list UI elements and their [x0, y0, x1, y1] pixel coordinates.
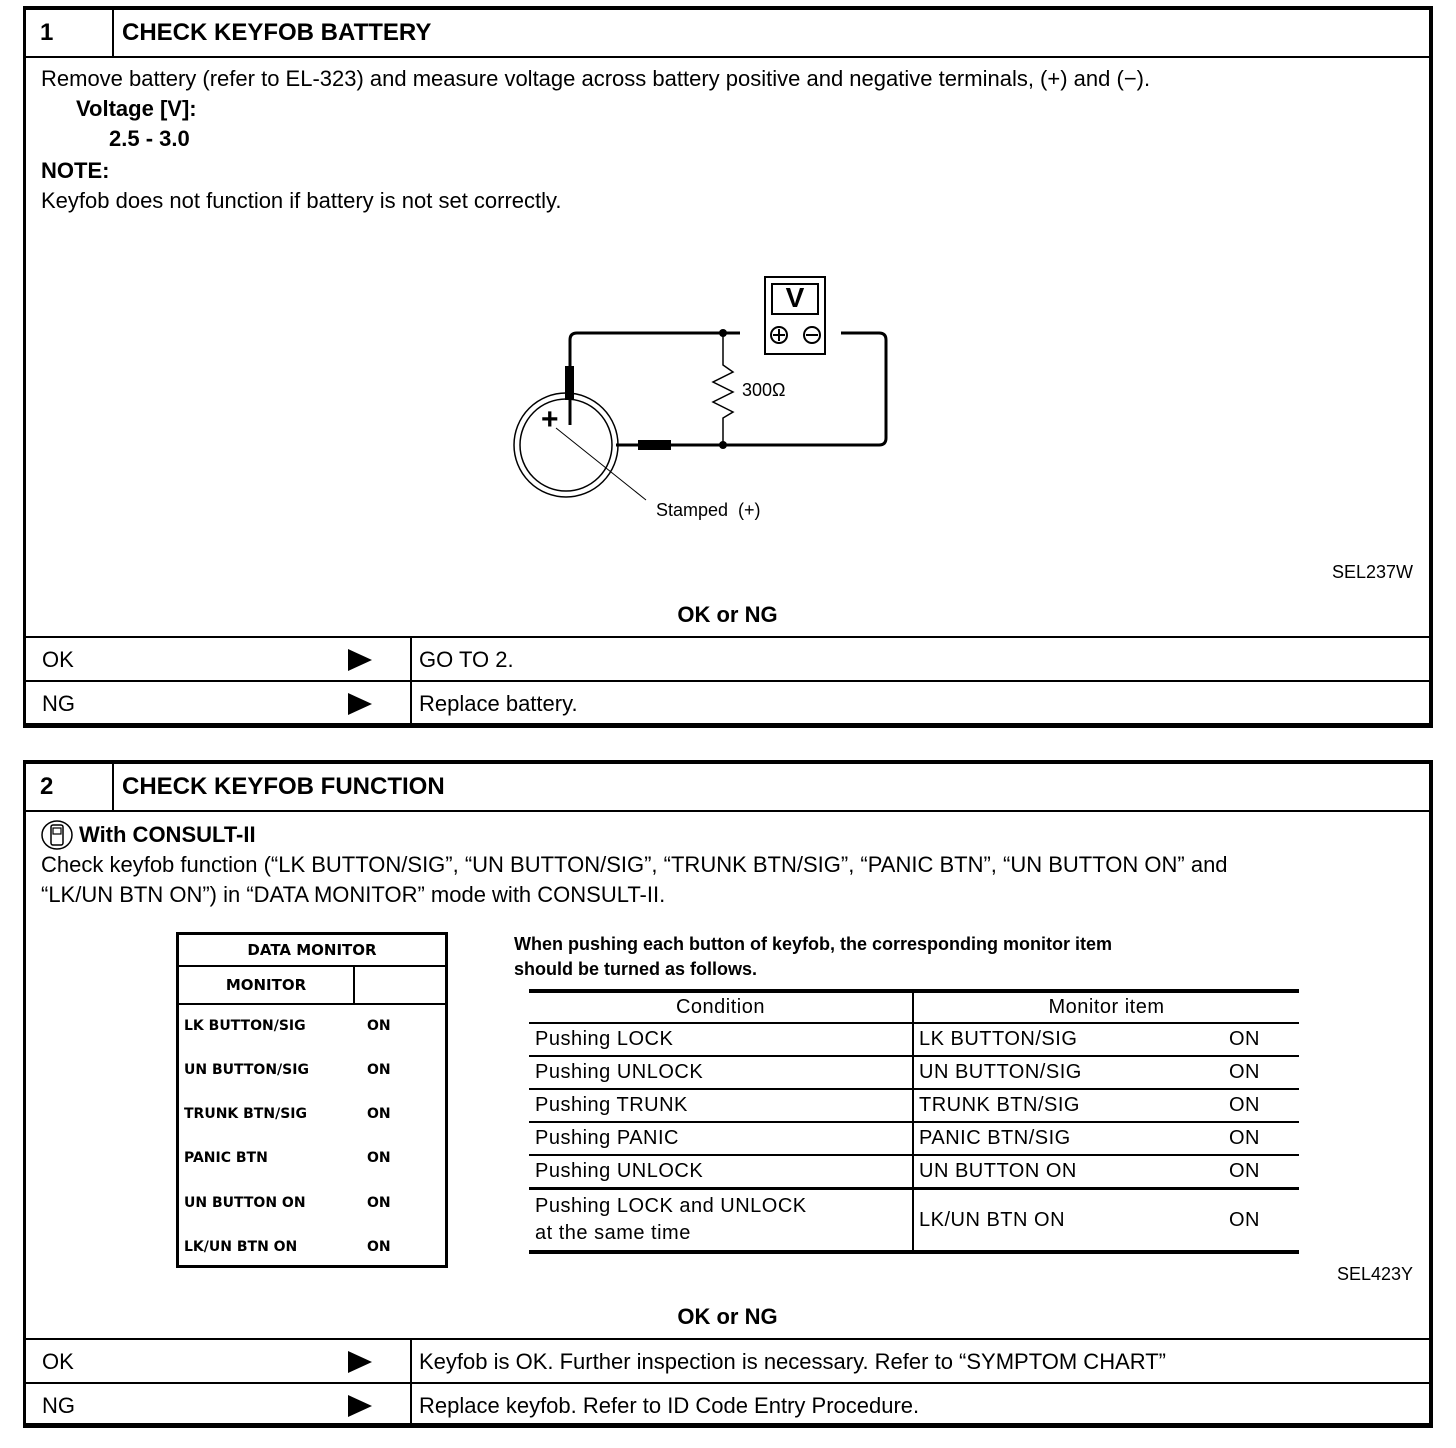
spec-value: 2.5 - 3.0 [109, 126, 190, 151]
result-row-ok [26, 1338, 1429, 1384]
table-row [529, 1024, 1299, 1057]
tool-label: With CONSULT-II [79, 822, 256, 847]
condition-cell: Pushing PANIC [535, 1127, 679, 1149]
monitor-item: TRUNK BTN/SIG [184, 1106, 307, 1122]
monitor-item: LK/UN BTN ON [184, 1239, 298, 1255]
table-row [529, 1090, 1299, 1123]
data-monitor-title: DATA MONITOR [179, 935, 445, 967]
table-row [529, 1190, 1299, 1250]
step-2-check-keyfob-function [23, 760, 1433, 1428]
result-action: Keyfob is OK. Further inspection is necessary. Refer to “SYMPTOM CHART” [419, 1349, 1167, 1374]
step-title: CHECK KEYFOB FUNCTION [122, 773, 445, 800]
ok-or-ng-prompt: OK or NG [677, 1304, 778, 1329]
arrow-right-icon [348, 693, 372, 715]
instruction-text: Remove battery (refer to EL-323) and measure voltage across battery positive and negative terminals, (+) and (−). [41, 66, 1151, 91]
monitor-item-cell: UN BUTTON/SIG [919, 1061, 1082, 1083]
monitor-row [184, 1143, 445, 1173]
monitor-item: LK BUTTON/SIG [184, 1018, 306, 1034]
result-row-ng [26, 680, 1429, 726]
data-monitor-screen [176, 932, 448, 1268]
step-header [26, 10, 1429, 58]
state-cell: ON [1229, 1160, 1260, 1182]
step-title: CHECK KEYFOB BATTERY [122, 19, 432, 46]
table-row [529, 1156, 1299, 1190]
table-header-row [529, 993, 1299, 1024]
result-key: OK [42, 647, 74, 672]
monitor-value: ON [367, 1018, 391, 1034]
circuit-icon [496, 260, 916, 530]
monitor-value: ON [367, 1195, 391, 1211]
condition-cell: Pushing LOCK [535, 1028, 674, 1050]
monitor-item: UN BUTTON/SIG [184, 1062, 309, 1078]
result-action: Replace battery. [419, 691, 578, 716]
monitor-value: ON [367, 1239, 391, 1255]
state-cell: ON [1229, 1028, 1260, 1050]
table-row [529, 1123, 1299, 1156]
data-monitor-header [179, 967, 445, 1005]
arrow-right-icon [348, 1351, 372, 1373]
monitor-row [184, 1055, 445, 1085]
result-action: Replace keyfob. Refer to ID Code Entry Procedure. [419, 1393, 920, 1418]
instruction-line-1: Check keyfob function (“LK BUTTON/SIG”, “UN BUTTON/SIG”, “TRUNK BTN/SIG”, “PANIC BTN”, “UN BUTTON ON” and [41, 852, 1228, 877]
figure-id: SEL237W [1331, 562, 1413, 582]
monitor-item-cell: LK/UN BTN ON [919, 1208, 1066, 1231]
step-number: 2 [26, 764, 114, 810]
monitor-item-cell: UN BUTTON ON [919, 1160, 1077, 1182]
monitor-column-header: MONITOR [179, 967, 355, 1003]
column-header: Condition [675, 996, 765, 1018]
monitor-row [184, 1232, 445, 1262]
caption-line: should be turned as follows. [514, 959, 758, 979]
state-cell: ON [1229, 1094, 1260, 1116]
note-label: NOTE: [41, 158, 110, 183]
tool-heading [41, 820, 256, 850]
monitor-row [184, 1188, 445, 1218]
condition-line: Pushing LOCK and UNLOCK [535, 1195, 807, 1217]
result-row-ng [26, 1382, 1429, 1428]
note-text: Keyfob does not function if battery is not set correctly. [41, 188, 562, 213]
resistor-label: 300Ω [742, 380, 786, 400]
result-key: NG [42, 1393, 75, 1418]
monitor-item-cell: PANIC BTN/SIG [919, 1127, 1071, 1149]
state-cell: ON [1229, 1208, 1260, 1231]
table-row [529, 1057, 1299, 1090]
instruction-line-2: “LK/UN BTN ON”) in “DATA MONITOR” mode with CONSULT-II. [41, 882, 666, 907]
monitor-item: PANIC BTN [184, 1150, 268, 1166]
condition-cell [535, 1190, 905, 1250]
column-header: Monitor item [1048, 996, 1165, 1018]
monitor-value: ON [367, 1106, 391, 1122]
monitor-value: ON [367, 1150, 391, 1166]
condition-cell: Pushing UNLOCK [535, 1061, 704, 1083]
step-number: 1 [26, 10, 114, 56]
result-row-ok [26, 636, 1429, 682]
monitor-item-cell: TRUNK BTN/SIG [919, 1094, 1080, 1116]
monitor-value: ON [367, 1062, 391, 1078]
arrow-right-icon [348, 1395, 372, 1417]
monitor-row [184, 1011, 445, 1041]
spec-label: Voltage [V]: [76, 96, 197, 121]
consult-tool-icon [41, 820, 73, 850]
monitor-row [184, 1099, 445, 1129]
voltmeter-label: V [785, 282, 805, 313]
condition-cell: Pushing UNLOCK [535, 1160, 704, 1182]
caption-line: When pushing each button of keyfob, the corresponding monitor item [514, 934, 1112, 954]
stamped-callout: Stamped (+) [656, 500, 761, 520]
battery-voltage-circuit-diagram [496, 260, 916, 530]
state-cell: ON [1229, 1061, 1260, 1083]
figure-id: SEL423Y [1336, 1264, 1413, 1284]
condition-cell: Pushing TRUNK [535, 1094, 688, 1116]
battery-plus-label: + [541, 403, 559, 436]
arrow-right-icon [348, 649, 372, 671]
result-key: OK [42, 1349, 74, 1374]
condition-line: at the same time [535, 1222, 691, 1244]
result-action: GO TO 2. [419, 647, 514, 672]
monitor-item: UN BUTTON ON [184, 1195, 306, 1211]
step-header [26, 764, 1429, 812]
condition-caption [514, 932, 1112, 982]
step-1-check-keyfob-battery [23, 6, 1433, 728]
state-cell: ON [1229, 1127, 1260, 1149]
ok-or-ng-prompt: OK or NG [677, 602, 778, 627]
monitor-item-cell: LK BUTTON/SIG [919, 1028, 1078, 1050]
condition-table [529, 989, 1299, 1254]
result-key: NG [42, 691, 75, 716]
